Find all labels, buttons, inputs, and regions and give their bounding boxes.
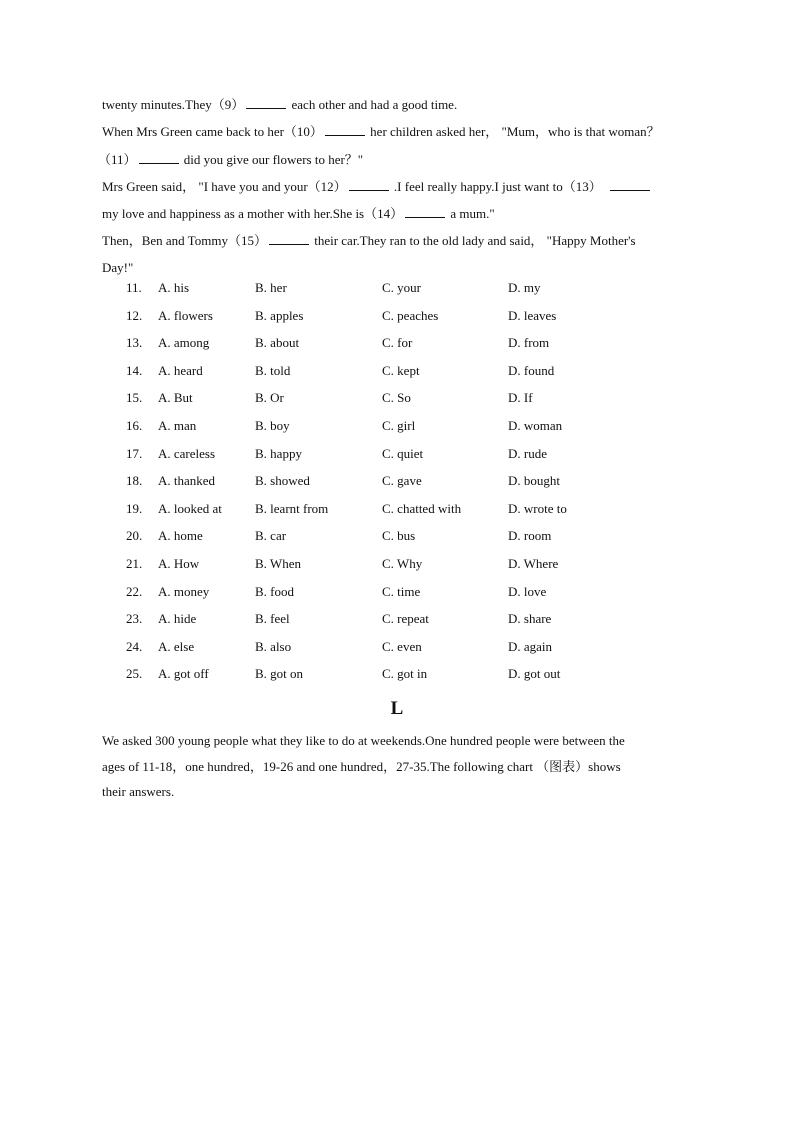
passage-text: a mum." (447, 206, 495, 221)
option-b: B. learnt from (255, 500, 329, 516)
passage-text: twenty minutes.They（9） (102, 97, 245, 112)
option-row (0, 556, 794, 584)
question-number: 25. (126, 666, 143, 682)
option-d: D. my (508, 280, 541, 295)
answer-blank-13 (610, 178, 650, 191)
option-row (0, 335, 794, 363)
option-b: B. showed (255, 473, 310, 489)
option-c: C. So (382, 390, 411, 406)
question-number: 19. (126, 500, 143, 516)
option-b: B. happy (255, 445, 302, 461)
option-d: D. woman (508, 418, 563, 433)
answer-blank-10 (325, 123, 365, 136)
option-c: C. time (382, 583, 421, 599)
option-row (0, 528, 794, 556)
passage-text: Mrs Green said， "I have you and your（12） (102, 179, 347, 194)
option-d: D. wrote to (508, 500, 567, 516)
question-number: 21. (126, 556, 143, 571)
passage-line-5 (102, 200, 702, 227)
option-a: A. among (158, 335, 210, 351)
question-number: 12. (126, 307, 143, 323)
option-b: B. feel (255, 611, 290, 627)
passage-text: （11） (98, 152, 137, 167)
option-d: D. found (508, 362, 555, 378)
option-c: C. girl (382, 418, 416, 433)
answer-blank-12 (349, 178, 389, 191)
option-b: B. got on (255, 666, 304, 682)
answer-blank-15 (269, 232, 309, 245)
passage-text: her children asked her， "Mum，who is that woman？ (366, 124, 660, 139)
option-c: C. peaches (382, 307, 439, 323)
option-a: A. heard (158, 362, 203, 378)
option-row (0, 390, 794, 418)
option-c: C. Why (382, 556, 423, 571)
option-a: A. his (158, 280, 190, 295)
option-b: B. food (255, 583, 294, 599)
passage-text: Day!" (102, 260, 134, 275)
option-row (0, 446, 794, 474)
question-number: 22. (126, 583, 143, 599)
option-d: D. rude (508, 445, 547, 461)
passage-text: When Mrs Green came back to her（10） (102, 124, 323, 139)
question-number: 24. (126, 638, 143, 654)
question-number: 23. (126, 611, 143, 627)
option-a: A. home (158, 528, 203, 544)
passage-text: their car.They ran to the old lady and said， "Happy Mother's (310, 233, 636, 248)
option-b: B. about (255, 335, 300, 351)
option-d: D. again (508, 638, 553, 654)
option-a: A. hide (158, 611, 197, 627)
option-d: D. love (508, 583, 547, 599)
option-c: C. bus (382, 528, 416, 544)
option-row (0, 501, 794, 529)
option-row (0, 639, 794, 667)
passage-line-6 (102, 227, 702, 254)
option-c: C. quiet (382, 445, 424, 461)
question-number: 14. (126, 362, 143, 378)
option-d: D. bought (508, 473, 560, 489)
option-a: A. looked at (158, 500, 222, 516)
option-a: A. money (158, 583, 210, 599)
option-c: C. even (382, 638, 422, 654)
question-number: 18. (126, 473, 143, 489)
passage-text: each other and had a good time. (288, 97, 458, 112)
option-c: C. your (382, 280, 421, 295)
option-c: C. for (382, 335, 413, 351)
option-c: C. kept (382, 362, 420, 378)
option-c: C. repeat (382, 611, 429, 627)
option-a: A. flowers (158, 307, 213, 323)
passage-line-1 (102, 91, 702, 118)
option-d: D. Where (508, 556, 559, 571)
option-d: D. from (508, 335, 550, 351)
question-number: 16. (126, 418, 143, 433)
intro-line: their answers. (102, 784, 175, 799)
option-c: C. got in (382, 666, 428, 682)
option-row (0, 611, 794, 639)
passage-line-3 (98, 146, 698, 173)
option-a: A. man (158, 418, 197, 433)
question-number: 20. (126, 528, 143, 544)
option-b: B. When (255, 556, 301, 571)
option-d: D. got out (508, 666, 561, 682)
option-b: B. apples (255, 307, 304, 323)
question-number: 13. (126, 335, 143, 351)
option-a: A. thanked (158, 473, 216, 489)
option-d: D. room (508, 528, 552, 544)
option-b: B. also (255, 638, 292, 654)
question-number: 15. (126, 390, 143, 406)
option-row (0, 308, 794, 336)
passage-text: my love and happiness as a mother with her.She is（14） (102, 206, 404, 221)
passage-line-2 (102, 118, 702, 145)
option-b: B. car (255, 528, 287, 544)
question-number: 17. (126, 445, 143, 461)
passage-line-4 (102, 173, 702, 200)
option-d: D. share (508, 611, 552, 627)
answer-blank-9 (246, 96, 286, 109)
option-a: A. careless (158, 445, 216, 461)
option-b: B. boy (255, 418, 290, 433)
option-row (0, 280, 794, 308)
passage-line-7 (102, 254, 702, 281)
option-a: A. How (158, 556, 200, 571)
option-b: B. told (255, 362, 291, 378)
option-b: B. her (255, 280, 287, 295)
intro-line: ages of 11-18，one hundred，19-26 and one hundred，27-35.The following chart （图表）shows (102, 758, 621, 774)
answer-blank-11 (139, 151, 179, 164)
passage-text: Then，Ben and Tommy（15） (102, 233, 267, 248)
option-d: D. leaves (508, 307, 557, 323)
option-row (0, 363, 794, 391)
option-c: C. gave (382, 473, 422, 489)
option-row (0, 473, 794, 501)
option-a: A. But (158, 390, 193, 406)
option-row (0, 584, 794, 612)
option-a: A. got off (158, 666, 209, 682)
option-b: B. Or (255, 390, 284, 406)
option-row (0, 418, 794, 446)
section-heading: L (390, 698, 404, 719)
option-d: D. If (508, 390, 533, 406)
section-intro (102, 728, 692, 805)
intro-line: We asked 300 young people what they like to do at weekends.One hundred people were between the (102, 733, 625, 748)
option-a: A. else (158, 638, 195, 654)
passage-text: .I feel really happy.I just want to（13） (390, 179, 602, 194)
passage-text: did you give our flowers to her？" (180, 152, 364, 167)
option-c: C. chatted with (382, 500, 462, 516)
option-row (0, 666, 794, 694)
question-number: 11. (126, 280, 142, 295)
answer-blank-14 (405, 205, 445, 218)
